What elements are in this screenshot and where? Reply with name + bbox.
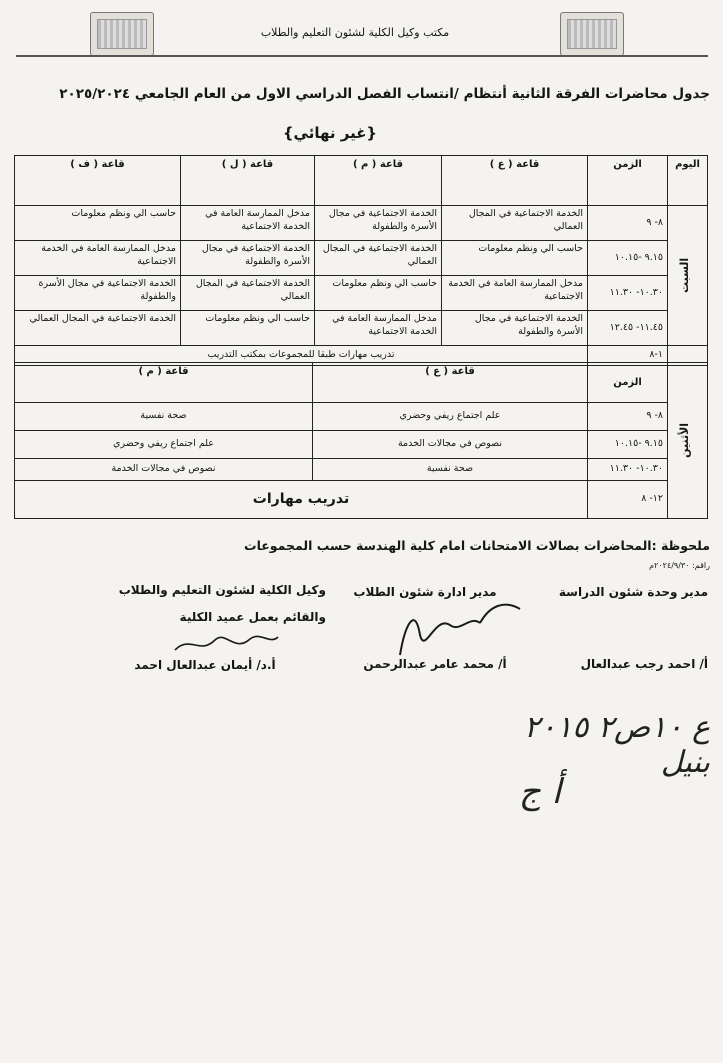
header-hall-a: قاعة ( ع ) (313, 363, 588, 403)
signature-title-acting-dean: والقائم بعمل عميد الكلية (179, 610, 326, 624)
header-hall-a: قاعة ( ع ) (442, 156, 588, 206)
status-label: {غير نهائي} (282, 124, 378, 142)
course-cell: حاسب الي ونظم معلومات (442, 241, 588, 276)
issue-date: راقم: ٢٠٢٤/٩/٣٠م (649, 561, 710, 570)
course-cell: صحة نفسية (15, 403, 313, 431)
signature-title-students: مدير ادارة شئون الطلاب (353, 585, 497, 599)
day-cell (668, 206, 708, 346)
course-cell: مدخل الممارسة العامة في الخدمة الاجتماعية (315, 311, 442, 346)
office-header: مكتب وكيل الكلية لشئون التعليم والطلاب (260, 26, 450, 39)
course-cell: حاسب الي ونظم معلومات (15, 206, 181, 241)
course-cell: حاسب الي ونظم معلومات (181, 311, 315, 346)
course-cell: حاسب الي ونظم معلومات (315, 276, 442, 311)
course-cell: الخدمة الاجتماعية في المجال العمالي (15, 311, 181, 346)
signature-name-students: أ/ محمد عامر عبدالرحمن (363, 657, 507, 671)
header-time: الزمن (588, 363, 668, 403)
course-cell: صحة نفسية (313, 459, 588, 481)
header-hall-l: قاعة ( ل ) (181, 156, 315, 206)
day-cell (668, 363, 708, 519)
signature-name-vice-dean: أ.د/ أيمان عبدالعال احمد (134, 658, 276, 672)
time-cell: ١١.٤٥- ١٢.٤٥ (588, 311, 668, 346)
header-time: الزمن (588, 156, 668, 206)
course-cell: علم اجتماع ريفي وحضري (15, 431, 313, 459)
day-label: السبت (677, 257, 691, 294)
course-cell: مدخل الممارسة العامة في الخدمة الاجتماعية (181, 206, 315, 241)
course-cell: مدخل الممارسة العامة في الخدمة الاجتماعية (442, 276, 588, 311)
time-cell: ٩.١٥ -١٠.١٥ (588, 431, 668, 459)
handwritten-note-line1: ع ١٠ص٢ ٢٠١٥ بنيل (523, 710, 710, 780)
saturday-schedule-table (14, 155, 708, 366)
course-cell: الخدمة الاجتماعية في المجال العمالي (442, 206, 588, 241)
course-cell: الخدمة الاجتماعية في المجال العمالي (181, 276, 315, 311)
monday-schedule-table (14, 362, 708, 519)
university-logo (560, 12, 624, 56)
training-cell: تدريب مهارات (15, 481, 588, 519)
course-cell: الخدمة الاجتماعية في مجال الأسرة والطفولة (181, 241, 315, 276)
handwritten-signature-vice-dean (170, 625, 280, 660)
handwritten-note-line2: أ ج (518, 772, 562, 812)
header-divider (16, 55, 708, 57)
signature-title-vice-dean: وكيل الكلية لشئون التعليم والطلاب (118, 583, 326, 597)
signature-title-study: مدير وحدة شئون الدراسة (558, 585, 708, 599)
time-cell: ١٢- ٨ (588, 481, 668, 519)
time-cell: ٨- ٩ (588, 206, 668, 241)
handwritten-signature-students (380, 595, 530, 660)
course-cell: نصوص في مجالات الخدمة (15, 459, 313, 481)
course-cell: علم اجتماع ريفي وحضري (313, 403, 588, 431)
time-cell: ١٠.٣٠- ١١.٣٠ (588, 276, 668, 311)
course-cell: الخدمة الاجتماعية في مجال الأسرة والطفولة (15, 276, 181, 311)
day-label: الأثنين (678, 423, 692, 458)
training-cell: تدريب مهارات طبقا للمجموعات بمكتب التدريب (15, 346, 588, 366)
course-cell: الخدمة الاجتماعية في مجال الأسرة والطفولة (315, 206, 442, 241)
header-hall-f: قاعة ( ف ) (15, 156, 181, 206)
note: ملحوظة :المحاضرات بصالات الامتحانات امام كلية الهندسة حسب المجموعات (244, 538, 710, 553)
time-cell: ٨- ٩ (588, 403, 668, 431)
faculty-logo (90, 12, 154, 56)
course-cell: الخدمة الاجتماعية في المجال العمالي (315, 241, 442, 276)
time-cell: ١-٨ (588, 346, 668, 366)
time-cell: ١٠.٣٠- ١١.٣٠ (588, 459, 668, 481)
time-cell: ٩.١٥ -١٠.١٥ (588, 241, 668, 276)
course-cell: نصوص في مجالات الخدمة (313, 431, 588, 459)
header-hall-m: قاعة ( م ) (15, 363, 313, 403)
header-hall-m: قاعة ( م ) (315, 156, 442, 206)
page-title: جدول محاضرات الفرقة الثانية أنتظام /انتساب الفصل الدراسي الاول من العام الجامعي ٢٠٢٥/٢٠٢٤ (59, 86, 710, 102)
course-cell: مدخل الممارسة العامة في الخدمة الاجتماعية (15, 241, 181, 276)
header-day: اليوم (668, 156, 708, 206)
course-cell: الخدمة الاجتماعية في مجال الأسرة والطفولة (442, 311, 588, 346)
signature-name-study: أ/ احمد رجب عبدالعال (580, 657, 708, 671)
